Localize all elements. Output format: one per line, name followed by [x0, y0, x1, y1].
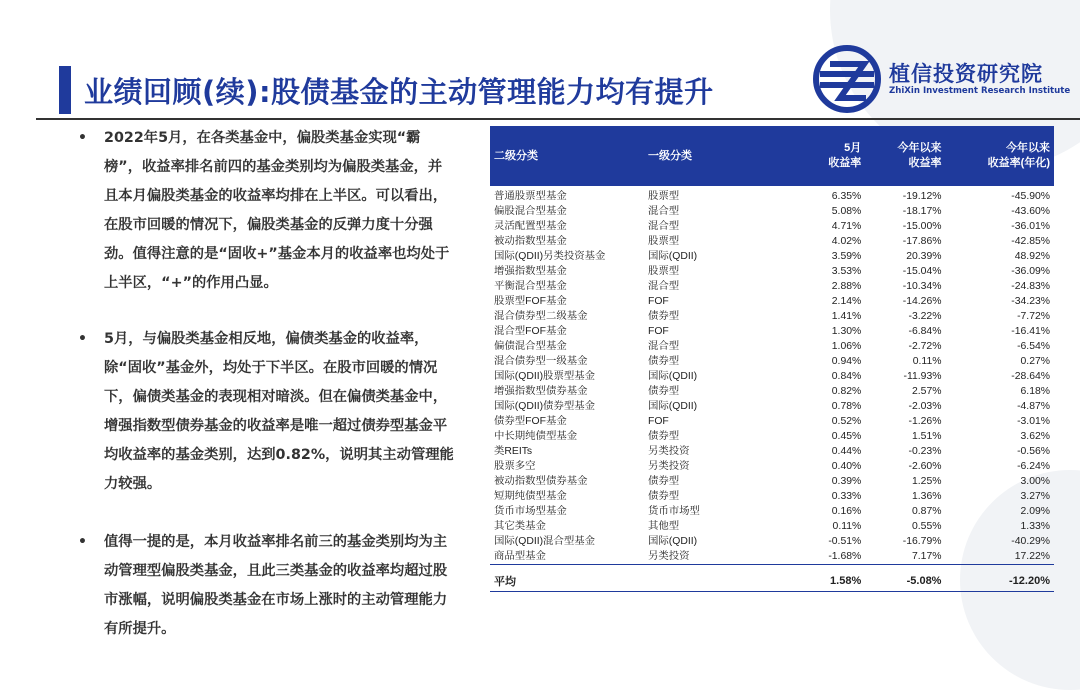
ytd-return-cell: 0.55%	[912, 521, 942, 532]
ytd-return-cell: -2.60%	[908, 461, 942, 472]
header-secondary-category: 二级分类	[490, 126, 644, 186]
may-return-cell: 1.41%	[831, 311, 862, 322]
ytd-annualized-return-cell: -4.87%	[1017, 401, 1050, 412]
ytd-return-cell: 7.17%	[865, 549, 945, 565]
ytd-annualized-return-cell: 48.92%	[1014, 251, 1050, 262]
primary-category-cell: 混合型	[648, 281, 680, 292]
primary-category-cell: 债券型	[648, 491, 680, 502]
secondary-category-cell: 货币市场型基金	[494, 506, 567, 517]
may-return-cell: 5.08%	[831, 206, 862, 217]
secondary-category-cell: 偏股混合型基金	[494, 206, 567, 217]
ytd-annualized-return-cell: -3.01%	[1017, 416, 1050, 427]
table-row	[490, 279, 1054, 294]
ytd-annualized-return-cell: -36.01%	[1011, 221, 1050, 232]
header-primary-category: 一级分类	[644, 126, 802, 186]
ytd-return-cell: -1.26%	[908, 416, 942, 427]
commentary-text: 5月，与偏股类基金相反地，偏债类基金的收益率，除“固收”基金外，均处于下半区。在股市回暖的情况下，偏债类基金的表现相对暗淡。但在偏债类基金中，增强指数型债券基金的收益率是唯一超过债券型基金平均收益率的基金类别，达到0.82%，说明其主动管理能力较强。	[104, 331, 454, 492]
commentary-item	[78, 528, 454, 644]
may-return-cell: 2.88%	[831, 281, 862, 292]
table-row	[490, 324, 1054, 339]
primary-category-cell: FOF	[648, 416, 669, 427]
fund-return-table-wrapper	[490, 126, 1054, 592]
may-return-cell: 3.59%	[831, 251, 862, 262]
logo-chinese-name: 植信投资研究院	[889, 62, 1043, 86]
may-return-cell: 0.16%	[831, 506, 862, 517]
secondary-category-cell: 偏债混合型基金	[494, 341, 567, 352]
table-row	[490, 249, 1054, 264]
ytd-annualized-return-cell: -24.83%	[1011, 281, 1050, 292]
may-return-cell: 0.39%	[831, 476, 862, 487]
commentary-text: 2022年5月，在各类基金中，偏股类基金实现“霸榜”，收益率排名前四的基金类别均为偏股类基金，并且本月偏股类基金的收益率均排在上半区。可以看出，在股市回暖的情况下，偏股类基金的反弹力度十分强劲。值得注意的是“固收+”基金本月的收益率也均处于上半区，“+”的作用凸显。	[104, 130, 450, 291]
may-return-cell: 4.71%	[831, 221, 862, 232]
primary-category-cell: FOF	[648, 296, 669, 307]
ytd-return-cell: -19.12%	[902, 191, 942, 202]
average-may-return: 1.58%	[802, 571, 865, 592]
may-return-cell: 2.14%	[831, 296, 862, 307]
ytd-annualized-return-cell: 3.00%	[1020, 476, 1050, 487]
page-title: 业绩回顾(续):股债基金的主动管理能力均有提升	[84, 75, 714, 109]
bullet-dot-icon: •	[78, 331, 87, 347]
secondary-category-cell: 国际(QDII)债券型基金	[494, 401, 596, 412]
ytd-annualized-return-cell: -0.56%	[1017, 446, 1050, 457]
ytd-annualized-return-cell: 0.27%	[1020, 356, 1050, 367]
title-accent-bar	[59, 66, 71, 114]
ytd-annualized-return-cell: 3.62%	[1020, 431, 1050, 442]
table-row	[490, 474, 1054, 489]
table-row	[490, 384, 1054, 399]
secondary-category-cell: 股票多空	[494, 461, 536, 472]
secondary-category-cell: 类REITs	[494, 446, 533, 457]
ytd-annualized-return-cell: -7.72%	[1017, 311, 1050, 322]
secondary-category-cell: 混合债券型一级基金	[494, 356, 588, 367]
ytd-annualized-return-cell: -40.29%	[1011, 536, 1050, 547]
ytd-return-cell: -6.84%	[908, 326, 942, 337]
ytd-return-cell: -15.00%	[902, 221, 942, 232]
ytd-return-cell: -2.03%	[908, 401, 942, 412]
primary-category-cell: 债券型	[648, 476, 680, 487]
secondary-category-cell: 灵活配置型基金	[494, 221, 567, 232]
ytd-annualized-return-cell: -34.23%	[1011, 296, 1050, 307]
primary-category-cell: 股票型	[648, 266, 680, 277]
may-return-cell: 0.45%	[831, 431, 862, 442]
secondary-category-cell: 混合型FOF基金	[494, 326, 567, 337]
table-row	[490, 309, 1054, 324]
primary-category-cell: 国际(QDII)	[648, 536, 698, 547]
table-row	[490, 354, 1054, 369]
commentary-item	[78, 325, 454, 499]
may-return-cell: 0.94%	[831, 356, 862, 367]
table-row	[490, 369, 1054, 384]
primary-category-cell: 货币市场型	[648, 506, 700, 517]
ytd-return-cell: -16.79%	[902, 536, 942, 547]
ytd-return-cell: 1.36%	[912, 491, 942, 502]
secondary-category-cell: 被动指数型基金	[494, 236, 567, 247]
header-ytd-return: 今年以来 收益率	[865, 126, 945, 186]
average-ytd-annualized-return: -12.20%	[945, 571, 1054, 592]
secondary-category-cell: 增强指数型债券基金	[494, 386, 588, 397]
may-return-cell: 0.40%	[831, 461, 862, 472]
may-return-cell: 0.33%	[831, 491, 862, 502]
secondary-category-cell: 国际(QDII)另类投资基金	[494, 251, 606, 262]
ytd-annualized-return-cell: 17.22%	[945, 549, 1054, 565]
table-row	[490, 189, 1054, 204]
may-return-cell: 0.84%	[831, 371, 862, 382]
primary-category-cell: 债券型	[648, 311, 680, 322]
ytd-annualized-return-cell: 6.18%	[1020, 386, 1050, 397]
ytd-annualized-return-cell: 2.09%	[1020, 506, 1050, 517]
ytd-return-cell: -3.22%	[908, 311, 942, 322]
may-return-cell: 0.52%	[831, 416, 862, 427]
may-return-cell: 1.30%	[831, 326, 862, 337]
table-row	[490, 504, 1054, 519]
average-empty	[644, 571, 802, 592]
primary-category-cell: 股票型	[648, 236, 680, 247]
bullet-dot-icon: •	[78, 534, 87, 550]
primary-category-cell: 另类投资	[648, 446, 690, 457]
secondary-category-cell: 国际(QDII)混合型基金	[494, 536, 596, 547]
header-may-return: 5月 收益率	[802, 126, 865, 186]
ytd-return-cell: -17.86%	[902, 236, 942, 247]
average-label: 平均	[490, 571, 644, 592]
table-row	[490, 489, 1054, 504]
secondary-category-cell: 被动指数型债券基金	[494, 476, 588, 487]
table-row	[490, 264, 1054, 279]
secondary-category-cell: 增强指数型基金	[494, 266, 567, 277]
table-row	[490, 429, 1054, 444]
ytd-return-cell: -15.04%	[902, 266, 942, 277]
ytd-return-cell: -2.72%	[908, 341, 942, 352]
ytd-return-cell: -11.93%	[903, 371, 942, 382]
secondary-category-cell: 混合债券型二级基金	[494, 311, 588, 322]
ytd-return-cell: 1.25%	[912, 476, 942, 487]
ytd-return-cell: -0.23%	[908, 446, 942, 457]
primary-category-cell: 另类投资	[648, 461, 690, 472]
ytd-annualized-return-cell: 3.27%	[1020, 491, 1050, 502]
bullet-dot-icon: •	[78, 130, 87, 146]
secondary-category-cell: 债券型FOF基金	[494, 416, 567, 427]
ytd-annualized-return-cell: -42.85%	[1011, 236, 1050, 247]
table-row	[490, 204, 1054, 219]
may-return-cell: 6.35%	[831, 191, 862, 202]
primary-category-cell: 国际(QDII)	[648, 371, 698, 382]
primary-category-cell: 债券型	[648, 431, 680, 442]
secondary-category-cell: 商品型基金	[490, 549, 644, 565]
logo-english-name: ZhiXin Investment Research Institute	[889, 86, 1071, 96]
may-return-cell: -1.68%	[802, 549, 865, 565]
ytd-return-cell: 0.11%	[912, 356, 942, 367]
table-row	[490, 414, 1054, 429]
ytd-annualized-return-cell: -16.41%	[1011, 326, 1050, 337]
ytd-annualized-return-cell: -45.90%	[1011, 191, 1050, 202]
may-return-cell: 1.06%	[831, 341, 862, 352]
ytd-annualized-return-cell: -6.24%	[1017, 461, 1050, 472]
ytd-return-cell: -14.26%	[902, 296, 942, 307]
may-return-cell: 0.78%	[831, 401, 862, 412]
may-return-cell: 4.02%	[831, 236, 862, 247]
primary-category-cell: 债券型	[648, 356, 680, 367]
table-row	[490, 549, 1054, 565]
may-return-cell: 0.11%	[832, 521, 862, 532]
table-row	[490, 399, 1054, 414]
table-row	[490, 459, 1054, 474]
secondary-category-cell: 其它类基金	[494, 521, 546, 532]
secondary-category-cell: 平衡混合型基金	[494, 281, 567, 292]
fund-return-table	[490, 126, 1054, 592]
ytd-return-cell: 0.87%	[912, 506, 942, 517]
may-return-cell: 0.82%	[831, 386, 862, 397]
ytd-annualized-return-cell: 1.33%	[1020, 521, 1050, 532]
primary-category-cell: 其他型	[648, 521, 680, 532]
primary-category-cell: 混合型	[648, 221, 680, 232]
ytd-annualized-return-cell: -43.60%	[1011, 206, 1050, 217]
zhixin-logo-icon	[812, 44, 882, 114]
table-row	[490, 294, 1054, 309]
table-header-row	[490, 126, 1054, 186]
primary-category-cell: 债券型	[648, 386, 680, 397]
ytd-return-cell: 1.51%	[912, 431, 942, 442]
primary-category-cell: 混合型	[648, 206, 680, 217]
secondary-category-cell: 普通股票型基金	[494, 191, 567, 202]
commentary-text: 值得一提的是，本月收益率排名前三的基金类别均为主动管理型偏股类基金，且此三类基金的收益率均超过股市涨幅，说明偏股类基金在市场上涨时的主动管理能力有所提升。	[104, 534, 448, 637]
primary-category-cell: 股票型	[648, 191, 680, 202]
secondary-category-cell: 短期纯债型基金	[494, 491, 567, 502]
primary-category-cell: 混合型	[648, 341, 680, 352]
table-row	[490, 519, 1054, 534]
table-row	[490, 219, 1054, 234]
ytd-annualized-return-cell: -6.54%	[1017, 341, 1050, 352]
primary-category-cell: 国际(QDII)	[648, 401, 698, 412]
commentary-list	[78, 124, 454, 644]
ytd-annualized-return-cell: -28.64%	[1011, 371, 1050, 382]
commentary-item	[78, 124, 454, 298]
secondary-category-cell: 股票型FOF基金	[494, 296, 567, 307]
title-divider	[36, 118, 1080, 120]
may-return-cell: 3.53%	[831, 266, 862, 277]
table-row	[490, 534, 1054, 549]
ytd-return-cell: -18.17%	[902, 206, 942, 217]
primary-category-cell: 另类投资	[644, 549, 802, 565]
may-return-cell: 0.44%	[831, 446, 862, 457]
table-row	[490, 234, 1054, 249]
ytd-return-cell: 2.57%	[912, 386, 942, 397]
table-row	[490, 444, 1054, 459]
ytd-annualized-return-cell: -36.09%	[1011, 266, 1050, 277]
secondary-category-cell: 国际(QDII)股票型基金	[494, 371, 596, 382]
header-ytd-annualized-return: 今年以来 收益率(年化)	[945, 126, 1054, 186]
average-ytd-return: -5.08%	[865, 571, 945, 592]
primary-category-cell: 国际(QDII)	[648, 251, 698, 262]
ytd-return-cell: 20.39%	[906, 251, 942, 262]
primary-category-cell: FOF	[648, 326, 669, 337]
ytd-return-cell: -10.34%	[902, 281, 942, 292]
secondary-category-cell: 中长期纯债型基金	[494, 431, 578, 442]
may-return-cell: -0.51%	[828, 536, 862, 547]
table-body	[490, 186, 1054, 565]
table-average-row	[490, 571, 1054, 592]
table-row	[490, 339, 1054, 354]
